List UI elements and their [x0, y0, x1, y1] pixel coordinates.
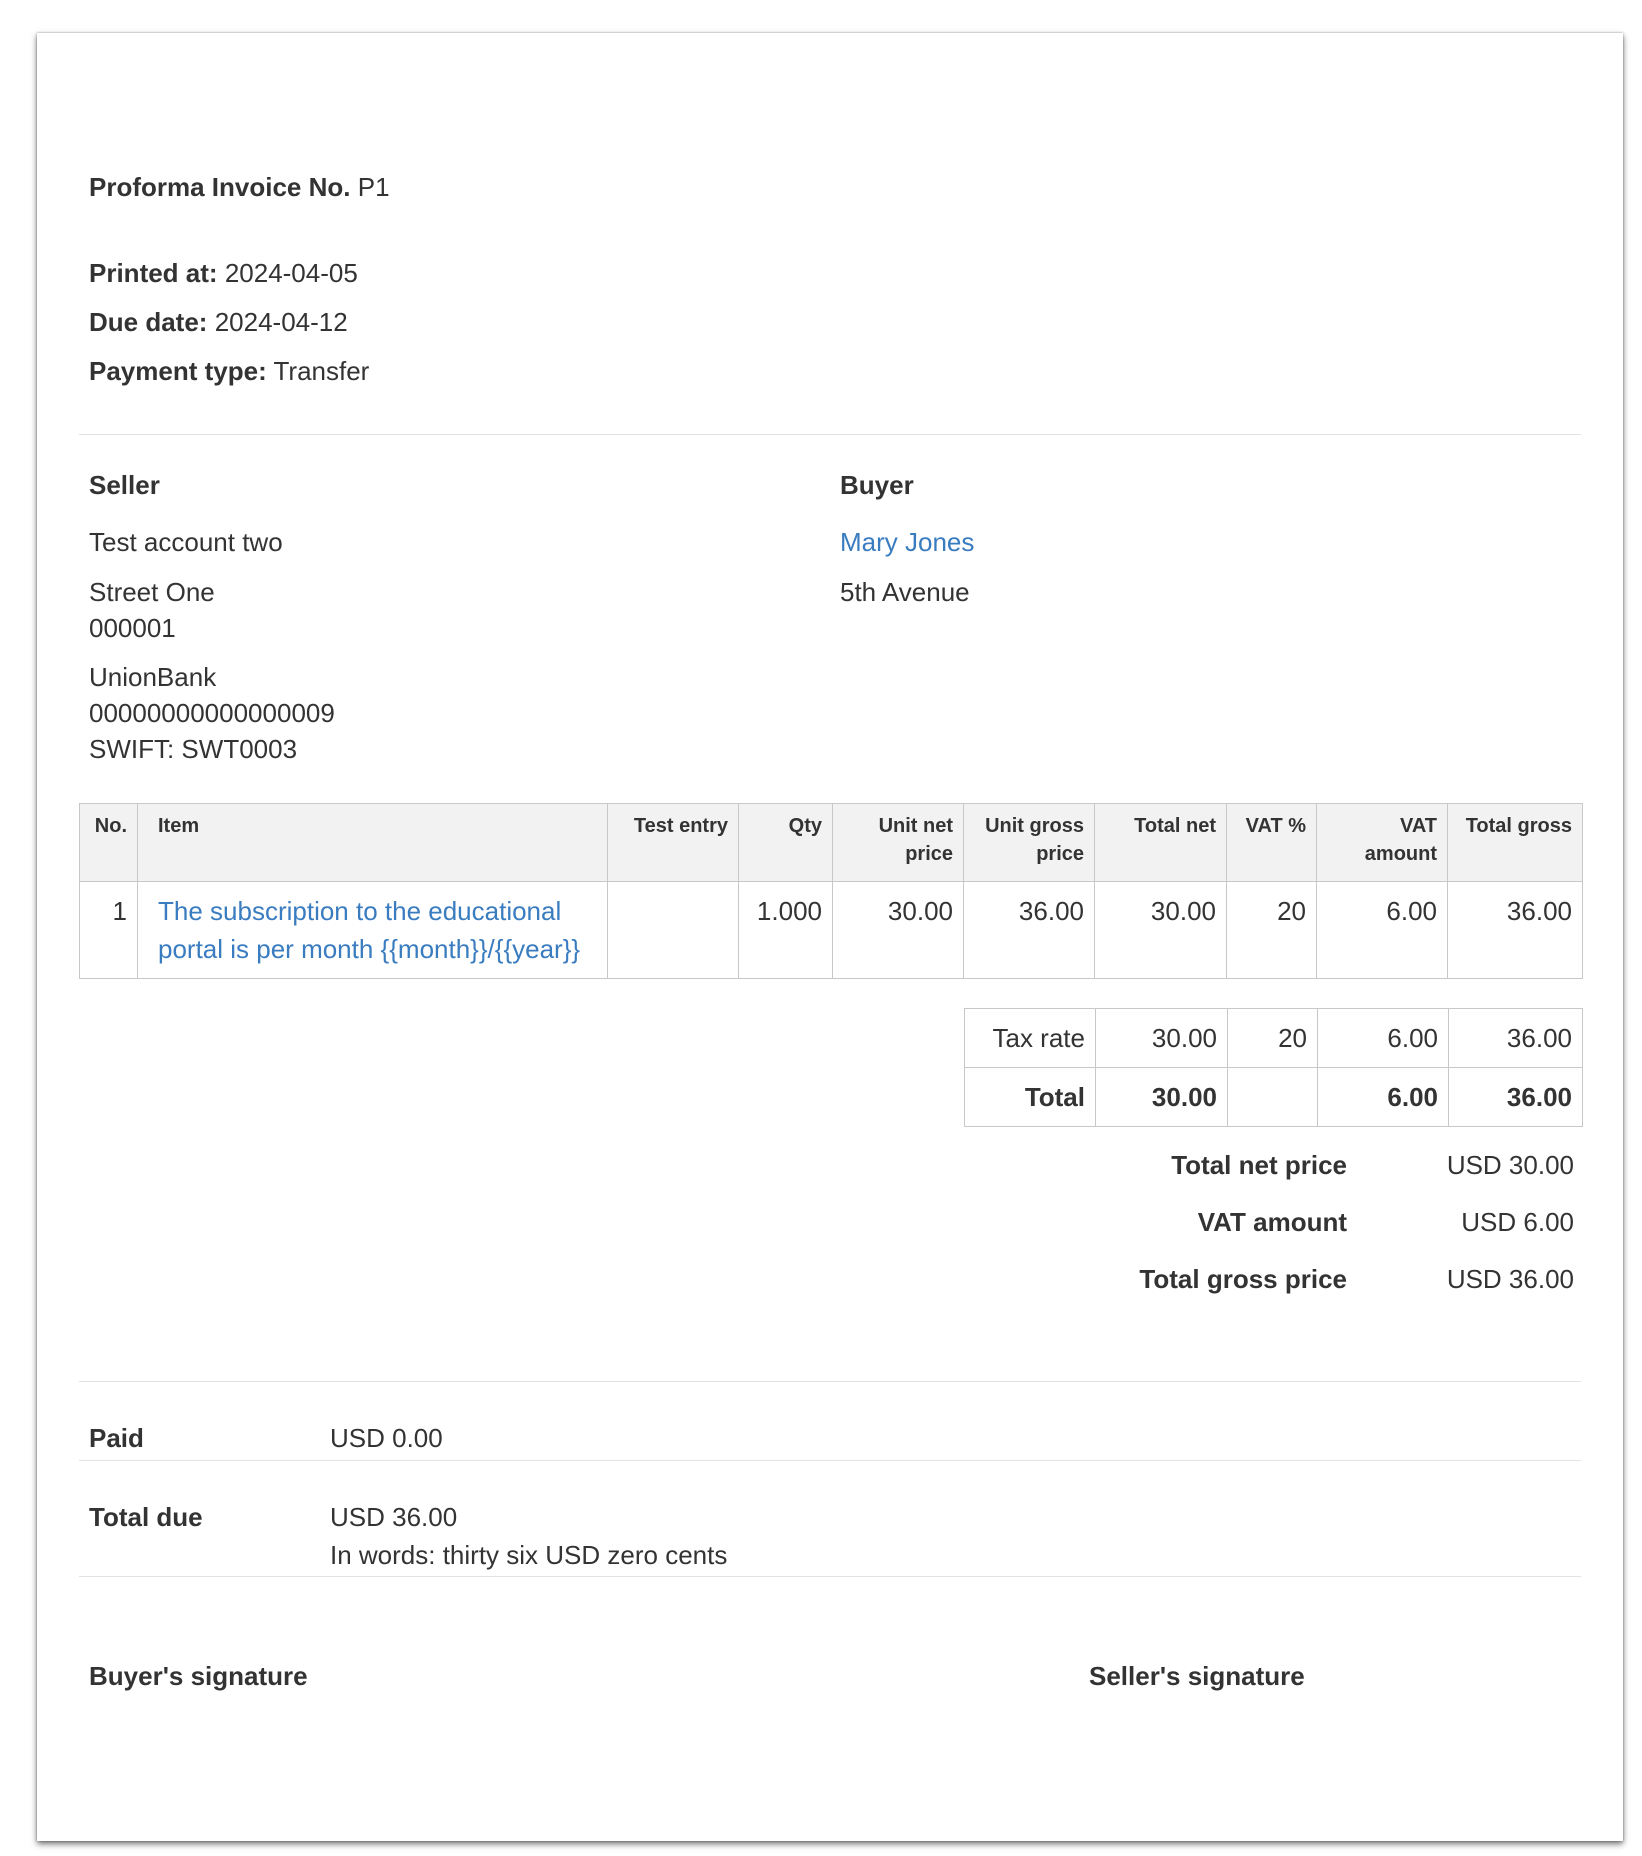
items-header-row: [80, 804, 1583, 882]
invoice-number-label: Proforma Invoice No.: [89, 172, 351, 202]
divider: [79, 1381, 1581, 1382]
items-table: [79, 803, 1583, 979]
due-date-value: 2024-04-12: [214, 307, 348, 337]
tax-rate-gross: 36.00: [1449, 1009, 1583, 1068]
tax-total-row: [965, 1068, 1583, 1127]
payment-type: [89, 353, 369, 389]
due-date: [89, 304, 348, 340]
vat-amount-value: USD 6.00: [1461, 1207, 1574, 1237]
total-gross-value: USD 36.00: [1446, 1264, 1574, 1294]
cell-test-entry: [608, 882, 739, 979]
tax-rate-label: Tax rate: [965, 1009, 1096, 1068]
printed-at: [89, 255, 358, 291]
divider: [79, 1576, 1581, 1577]
tax-rate-net: 30.00: [1096, 1009, 1228, 1068]
cell-item: [138, 882, 608, 979]
seller-name: Test account two: [89, 527, 283, 557]
cell-unit-net: 30.00: [833, 882, 964, 979]
due-date-label: Due date:: [89, 307, 208, 337]
table-row: [80, 882, 1583, 979]
tax-rate-vat-pct: 20: [1228, 1009, 1318, 1068]
cell-qty: 1.000: [739, 882, 833, 979]
cell-vat-pct: 20: [1227, 882, 1317, 979]
cell-total-net: 30.00: [1095, 882, 1227, 979]
seller-bank: UnionBank: [89, 662, 217, 692]
seller-heading: Seller: [89, 470, 160, 500]
col-item: Item: [138, 804, 608, 882]
invoice-number: P1: [357, 172, 390, 202]
amount-in-words: In words: thirty six USD zero cents: [330, 1540, 728, 1570]
divider: [79, 434, 1581, 435]
col-qty: Qty: [739, 804, 833, 882]
cell-no: 1: [80, 882, 138, 979]
col-no: No.: [80, 804, 138, 882]
buyer-street: 5th Avenue: [840, 577, 970, 607]
buyer-heading: Buyer: [840, 470, 914, 500]
invoice-page: [37, 33, 1623, 1841]
payment-type-label: Payment type:: [89, 356, 267, 386]
paid-value: USD 0.00: [330, 1423, 443, 1453]
col-unit-net-price: Unit net price: [833, 804, 964, 882]
tax-rate-vat: 6.00: [1318, 1009, 1449, 1068]
seller-signature-label: Seller's signature: [1089, 1661, 1305, 1691]
cell-unit-gross: 36.00: [964, 882, 1095, 979]
tax-total-net: 30.00: [1096, 1068, 1228, 1127]
total-due-label: Total due: [89, 1502, 203, 1532]
payment-type-value: Transfer: [273, 356, 370, 386]
vat-amount-label: VAT amount: [1197, 1207, 1347, 1237]
total-net-value: USD 30.00: [1446, 1150, 1574, 1180]
seller-swift: SWIFT: SWT0003: [89, 734, 298, 764]
col-vat-amount: VAT amount: [1317, 804, 1448, 882]
col-vat-pct: VAT %: [1227, 804, 1317, 882]
buyer-name-link[interactable]: Mary Jones: [840, 527, 975, 557]
printed-at-value: 2024-04-05: [224, 258, 358, 288]
col-test-entry: Test entry: [608, 804, 739, 882]
tax-total-vat-pct: [1228, 1068, 1318, 1127]
total-due-value: USD 36.00: [330, 1502, 458, 1532]
cell-vat-amount: 6.00: [1317, 882, 1448, 979]
tax-total-vat: 6.00: [1318, 1068, 1449, 1127]
seller-postal: 000001: [89, 613, 176, 643]
seller-street: Street One: [89, 577, 215, 607]
divider: [79, 1460, 1581, 1461]
tax-total-gross: 36.00: [1449, 1068, 1583, 1127]
tax-total-label: Total: [965, 1068, 1096, 1127]
seller-account: 00000000000000009: [89, 698, 335, 728]
paid-label: Paid: [89, 1423, 144, 1453]
cell-total-gross: 36.00: [1448, 882, 1583, 979]
buyer-signature-label: Buyer's signature: [89, 1661, 308, 1691]
col-total-net: Total net: [1095, 804, 1227, 882]
total-net-label: Total net price: [1171, 1150, 1347, 1180]
col-unit-gross-price: Unit gross price: [964, 804, 1095, 882]
total-gross-label: Total gross price: [1139, 1264, 1347, 1294]
item-link[interactable]: The subscription to the educational portal is per month {{month}}/{{year}}: [158, 896, 581, 964]
col-total-gross: Total gross: [1448, 804, 1583, 882]
tax-summary-table: [964, 1008, 1583, 1127]
tax-rate-row: [965, 1009, 1583, 1068]
invoice-title: [89, 169, 390, 205]
printed-at-label: Printed at:: [89, 258, 218, 288]
